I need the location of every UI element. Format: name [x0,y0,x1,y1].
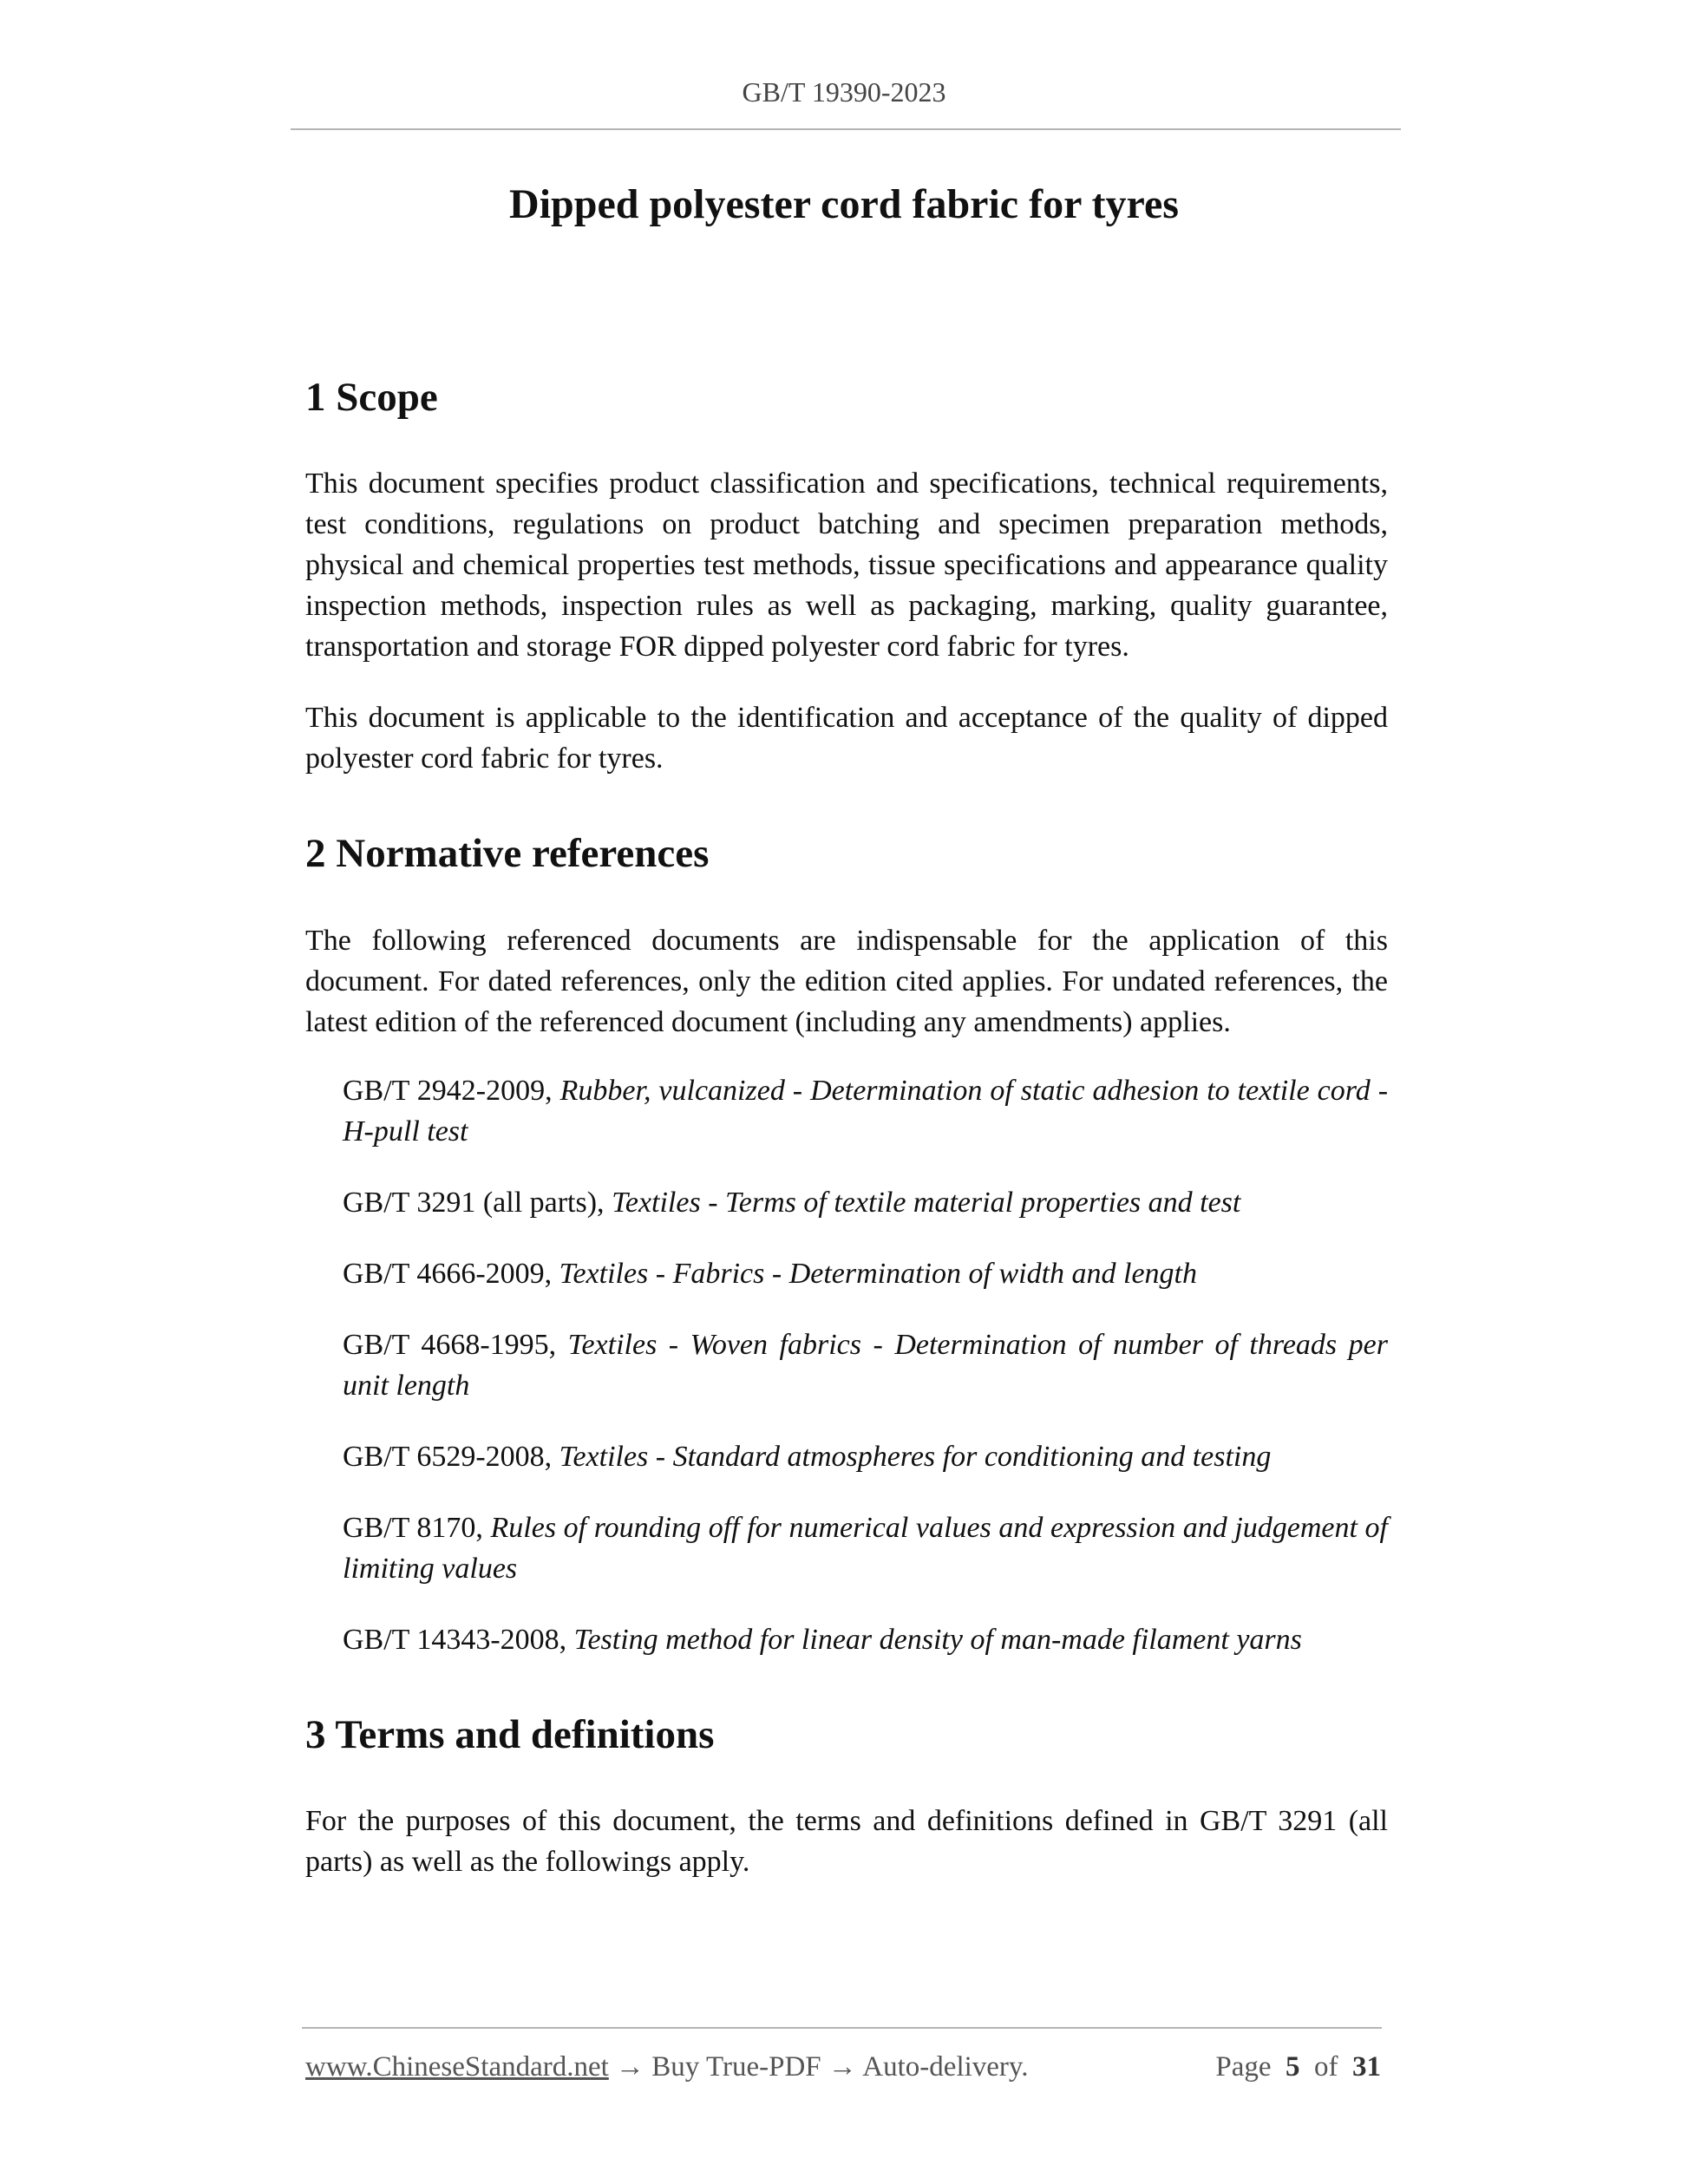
reference-code: GB/T 4668-1995, [343,1328,568,1361]
reference-item [343,1324,1388,1406]
reference-item [343,1253,1388,1294]
reference-code: GB/T 2942-2009, [343,1074,560,1107]
reference-code: GB/T 4666-2009, [343,1257,559,1290]
document-title: Dipped polyester cord fabric for tyres [509,181,1179,227]
footer-promo-text: → Buy True-PDF → Auto-delivery. [608,2051,1029,2083]
reference-title: Textiles - Woven fabrics - Determination of number of threads per unit length [343,1328,1388,1402]
section-heading-terms-definitions: 3 Terms and definitions [305,1711,715,1757]
page-label: Page [1215,2051,1272,2083]
page-number [1215,2051,1381,2083]
reference-title: Testing method for linear density of man-made filament yarns [573,1623,1302,1656]
document-body [305,373,1388,1882]
scope-paragraph-1: This document specifies product classification and specifications, technical requirements, test conditions, regulations on product batching and specimen preparation methods, physical and chemical properties test methods, tissue specifications and appearance quality inspection methods, inspection rules as well as packaging, marking, quality guarantee, transportation and storage FOR dipped polyester cord fabric for tyres. [305,468,1388,664]
reference-title: Textiles - Fabrics - Determination of width and length [559,1257,1198,1290]
reference-code: GB/T 8170, [343,1511,491,1544]
reference-item [343,1507,1388,1589]
reference-item [343,1619,1388,1660]
header-divider [291,128,1401,130]
reference-title: Rubber, vulcanized - Determination of static adhesion to textile cord - H-pull test [343,1074,1389,1148]
reference-title: Textiles - Standard atmospheres for conditioning and testing [559,1440,1272,1473]
footer-promo [305,2051,1029,2083]
reference-item [343,1436,1388,1477]
footer-divider [302,2027,1382,2029]
header-standard-code: GB/T 19390-2023 [742,76,946,108]
reference-title: Rules of rounding off for numerical values and expression and judgement of limiting values [343,1511,1388,1585]
reference-list [305,1070,1388,1660]
scope-paragraph-2: This document is applicable to the identification and acceptance of the quality of dipped polyester cord fabric for tyres. [305,702,1388,775]
page-of-label: of [1314,2051,1338,2083]
total-pages-number: 31 [1352,2051,1381,2083]
section-heading-scope: 1 Scope [305,375,438,420]
terms-paragraph: For the purposes of this document, the terms and definitions defined in GB/T 3291 (all parts) as well as the followings apply. [305,1805,1388,1879]
reference-item [343,1070,1388,1152]
reference-code: GB/T 14343-2008, [343,1623,574,1656]
reference-item [343,1182,1388,1223]
chinesestandard-link[interactable]: www.ChineseStandard.net [305,2051,609,2083]
section-heading-normative-references: 2 Normative references [305,831,710,877]
reference-title: Textiles - Terms of textile material properties and test [612,1186,1241,1219]
page-footer [305,2051,1381,2089]
reference-code: GB/T 6529-2008, [343,1440,559,1473]
references-intro-paragraph: The following referenced documents are indispensable for the application of this document. For dated references, only the edition cited applies. For undated references, the latest edition of the referenced document (including any amendments) applies. [305,924,1388,1038]
current-page-number: 5 [1286,2051,1300,2083]
reference-code: GB/T 3291 (all parts), [343,1186,612,1219]
